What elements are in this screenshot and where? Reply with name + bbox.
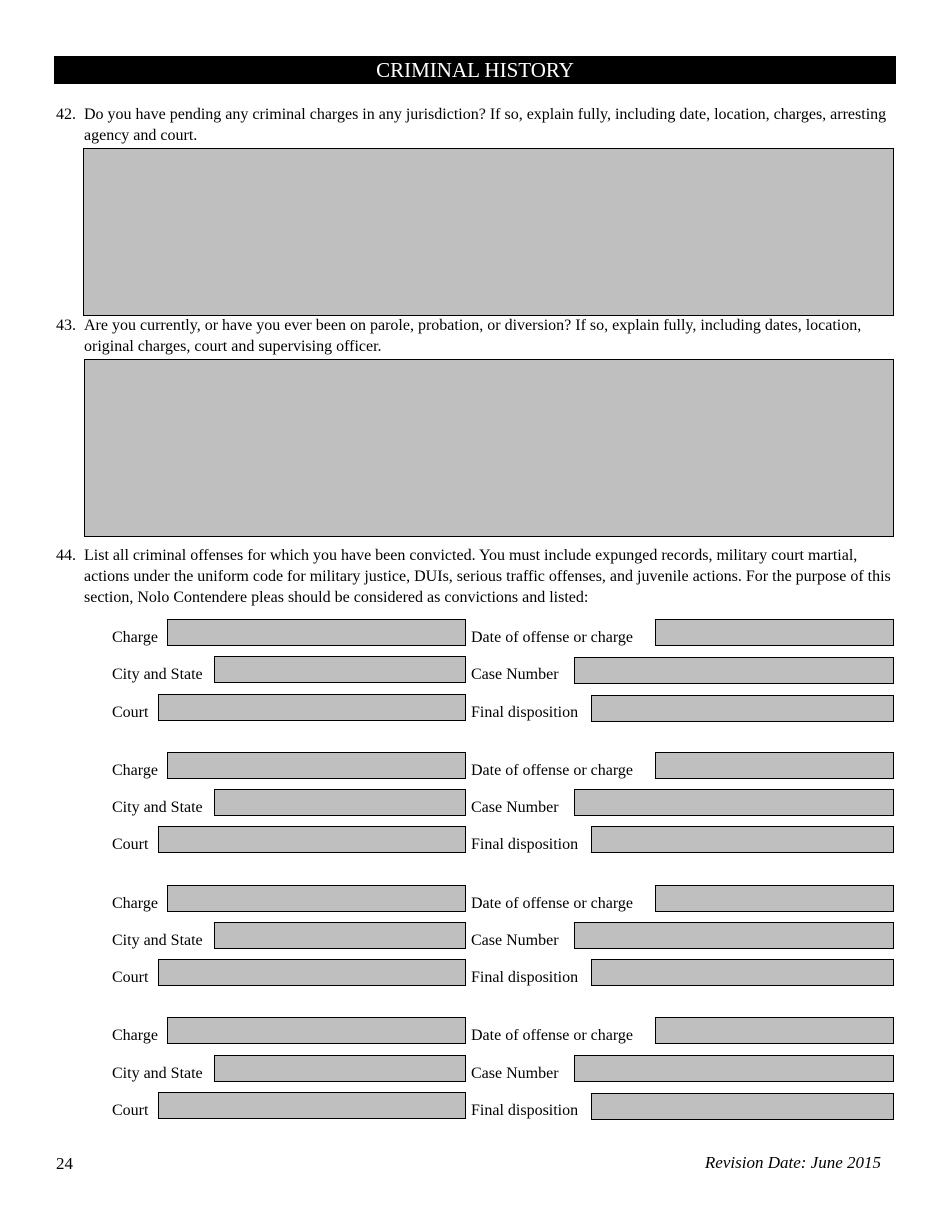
case-number-field-4[interactable] — [574, 1055, 894, 1082]
city-state-label: City and State — [112, 666, 203, 683]
charge-field-1[interactable] — [167, 619, 466, 646]
question-42-number: 42. — [56, 106, 76, 123]
city-state-label: City and State — [112, 932, 203, 949]
section-header: CRIMINAL HISTORY — [54, 56, 896, 84]
final-disposition-field-4[interactable] — [591, 1093, 894, 1120]
charge-label: Charge — [112, 895, 158, 912]
city-state-field-3[interactable] — [214, 922, 466, 949]
court-label: Court — [112, 836, 149, 853]
court-field-3[interactable] — [158, 959, 466, 986]
city-state-field-4[interactable] — [214, 1055, 466, 1082]
charge-label: Charge — [112, 762, 158, 779]
date-field-1[interactable] — [655, 619, 894, 646]
charge-field-4[interactable] — [167, 1017, 466, 1044]
question-44-number: 44. — [56, 547, 76, 564]
court-field-2[interactable] — [158, 826, 466, 853]
question-43-number: 43. — [56, 317, 76, 334]
case-number-label: Case Number — [471, 666, 559, 683]
city-state-field-2[interactable] — [214, 789, 466, 816]
final-disposition-label: Final disposition — [471, 1102, 579, 1119]
question-42-text: Do you have pending any criminal charges in any jurisdiction? If so, explain fully, including date, location, charges, arresting agency and court. — [84, 106, 887, 144]
city-state-label: City and State — [112, 799, 203, 816]
final-disposition-field-2[interactable] — [591, 826, 894, 853]
final-disposition-label: Final disposition — [471, 836, 579, 853]
case-number-field-2[interactable] — [574, 789, 894, 816]
court-field-4[interactable] — [158, 1092, 466, 1119]
date-field-4[interactable] — [655, 1017, 894, 1044]
final-disposition-label: Final disposition — [471, 704, 579, 721]
court-label: Court — [112, 969, 149, 986]
city-state-field-1[interactable] — [214, 656, 466, 683]
question-43-answer-field[interactable] — [84, 359, 894, 537]
case-number-label: Case Number — [471, 1065, 559, 1082]
case-number-field-3[interactable] — [574, 922, 894, 949]
court-label: Court — [112, 1102, 149, 1119]
question-44-text: List all criminal offenses for which you have been convicted. You must include expunged records, military court martial, actions under the uniform code for military justice, DUIs, serious traffic offenses, and juvenile actions. For the purpose of this section, Nolo Contendere pleas should be considered as convictions and listed: — [84, 547, 891, 606]
final-disposition-field-1[interactable] — [591, 695, 894, 722]
date-field-2[interactable] — [655, 752, 894, 779]
date-label: Date of offense or charge — [471, 762, 633, 779]
charge-field-3[interactable] — [167, 885, 466, 912]
final-disposition-field-3[interactable] — [591, 959, 894, 986]
revision-date: Revision Date: June 2015 — [704, 1153, 881, 1172]
case-number-label: Case Number — [471, 799, 559, 816]
charge-label: Charge — [112, 1027, 158, 1044]
page-number: 24 — [56, 1154, 73, 1173]
question-43-text: Are you currently, or have you ever been on parole, probation, or diversion? If so, explain fully, including dates, location, original charges, court and supervising officer. — [84, 317, 862, 355]
case-number-label: Case Number — [471, 932, 559, 949]
date-label: Date of offense or charge — [471, 629, 633, 646]
city-state-label: City and State — [112, 1065, 203, 1082]
date-label: Date of offense or charge — [471, 895, 633, 912]
date-label: Date of offense or charge — [471, 1027, 633, 1044]
court-field-1[interactable] — [158, 694, 466, 721]
charge-field-2[interactable] — [167, 752, 466, 779]
date-field-3[interactable] — [655, 885, 894, 912]
case-number-field-1[interactable] — [574, 657, 894, 684]
court-label: Court — [112, 704, 149, 721]
question-42-answer-field[interactable] — [83, 148, 894, 316]
charge-label: Charge — [112, 629, 158, 646]
final-disposition-label: Final disposition — [471, 969, 579, 986]
